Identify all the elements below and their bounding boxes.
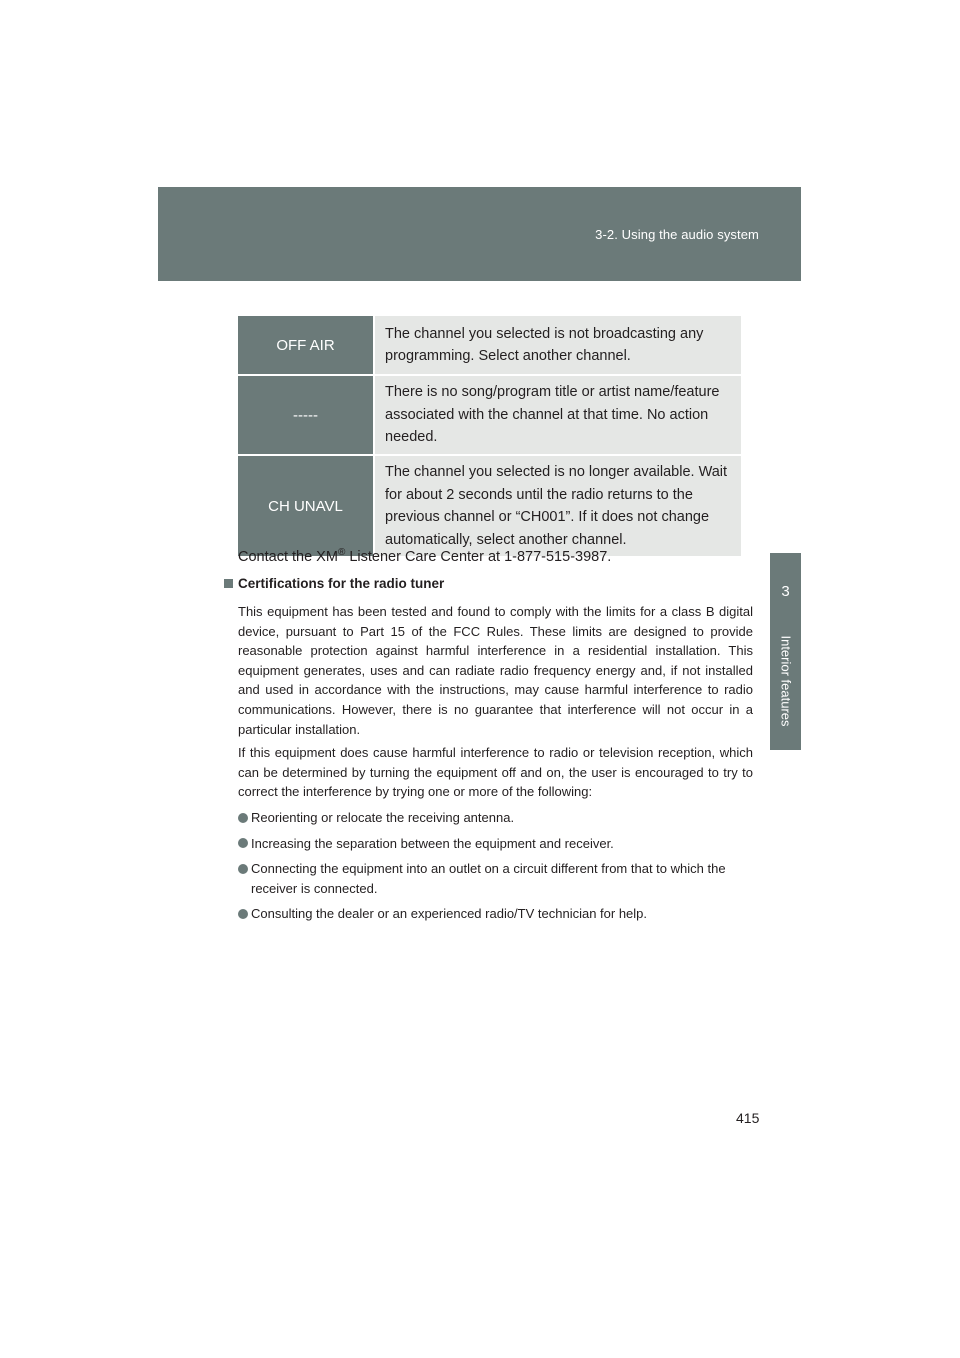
circle-bullet-icon bbox=[238, 864, 248, 874]
table-row bbox=[238, 454, 741, 556]
list-item bbox=[238, 859, 758, 898]
circle-bullet-icon bbox=[238, 813, 248, 823]
chapter-title-container bbox=[770, 553, 801, 750]
message-code: OFF AIR bbox=[238, 314, 373, 374]
remedy-list bbox=[238, 808, 758, 930]
certifications-heading bbox=[224, 576, 444, 591]
interference-paragraph: If this equipment does cause harmful interference to radio or television reception, which can be determined by turning the equipment off and on, the user is encouraged to try to correct the interference by trying one or more of the following: bbox=[238, 745, 753, 800]
fcc-compliance-paragraph: This equipment has been tested and found to comply with the limits for a class B digital device, pursuant to Part 15 of the FCC Rules. These limits are designed to provide reasonable protection against harmful interference in a residential installation. This equipment generates, uses and can radiate radio frequency energy and, if not installed and used in accordance with the instructions, may cause harmful interference to radio communications. However, there is no guarantee that interference will not occur in a particular installation. bbox=[238, 604, 753, 737]
registered-mark: ® bbox=[337, 547, 346, 558]
message-code: CH UNAVL bbox=[238, 454, 373, 556]
square-bullet-icon bbox=[224, 579, 233, 588]
message-description: The channel you selected is no longer available. Wait for about 2 seconds until the radio returns to the previous channel or “CH001”. If it does not change automatically, select another channel. bbox=[373, 454, 741, 556]
message-description: There is no song/program title or artist name/feature associated with the channel at that time. No action needed. bbox=[373, 374, 741, 454]
list-item-text: Consulting the dealer or an experienced radio/TV technician for help. bbox=[251, 906, 648, 922]
contact-suffix: Listener Care Center at 1-877-515-3987. bbox=[345, 548, 612, 565]
chapter-title: Interior features bbox=[778, 635, 794, 727]
table-row bbox=[238, 314, 741, 374]
list-item bbox=[238, 904, 758, 924]
circle-bullet-icon bbox=[238, 838, 248, 848]
chapter-number: 3 bbox=[781, 583, 790, 600]
message-code: ----- bbox=[238, 374, 373, 454]
chapter-side-tab bbox=[770, 553, 801, 750]
list-item bbox=[238, 834, 758, 854]
list-item-text: Increasing the separation between the equipment and receiver. bbox=[251, 835, 614, 851]
list-item-text: Connecting the equipment into an outlet on a circuit different from that to which the receiver is connected. bbox=[251, 861, 726, 896]
message-description: The channel you selected is not broadcasting any programming. Select another channel. bbox=[373, 314, 741, 374]
list-item bbox=[238, 808, 758, 828]
contact-prefix: Contact the XM bbox=[238, 548, 338, 565]
list-item-text: Reorienting or relocate the receiving antenna. bbox=[251, 810, 515, 825]
page-number: 415 bbox=[736, 1110, 760, 1126]
table-row bbox=[238, 374, 741, 454]
section-header-band bbox=[158, 187, 801, 281]
message-code-table bbox=[238, 314, 741, 556]
section-title: 3-2. Using the audio system bbox=[595, 227, 759, 242]
circle-bullet-icon bbox=[238, 909, 248, 919]
contact-line bbox=[238, 547, 611, 565]
certifications-heading-text: Certifications for the radio tuner bbox=[238, 576, 445, 591]
